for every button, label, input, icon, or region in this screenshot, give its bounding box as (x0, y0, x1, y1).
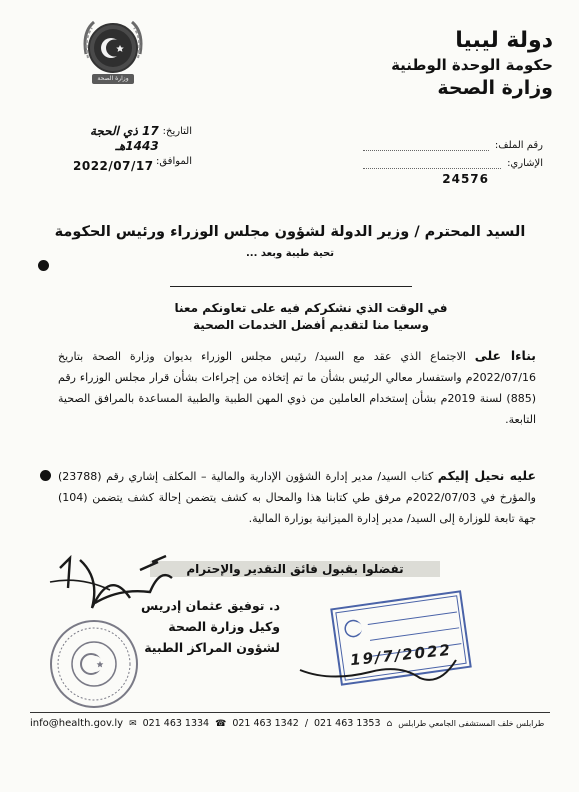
reference-label: الإشاري: (507, 157, 543, 169)
hijri-date-label: التاريخ: (162, 126, 192, 137)
phone-icon: ☎ (215, 718, 227, 729)
file-number-line (363, 140, 489, 151)
handwritten-initials (290, 620, 460, 690)
stamp-handwritten-date: 19/7/2022 (349, 640, 453, 670)
footer-email[interactable]: info@health.gov.ly (30, 718, 124, 729)
footer-phone-1: 021 463 1334 (142, 718, 210, 729)
paragraph-2-text: كتاب السيد/ مدير إدارة الشؤون الإدارية والمالية – المكلف إشاري رقم (23788) والمؤرخ في 2022/07/03م مرفق طي كتابنا هذا والمحال به كشف يتضمن إحالة كشف يتضمن (104) جهة تابعة للوزارة إلى السيد/ مدير إدارة الميزانية بوزارة المالية. (58, 470, 536, 525)
footer-address: طرابلس خلف المستشفى الجامعي طرابلس (398, 719, 545, 728)
bullet-dot (38, 260, 49, 271)
signatory-title: وكيل وزارة الصحة (168, 619, 280, 634)
hijri-date-value: 17 ذي الحجة 1443هـ (89, 124, 159, 153)
closing-line: تفضلوا بقبول فائق التقدير والإحترام (150, 561, 440, 577)
envelope-icon: ✉ (129, 718, 137, 729)
separator-line (170, 286, 412, 287)
signatory-name: د. توفيق عثمان إدريس (141, 598, 280, 613)
letterhead (383, 28, 553, 100)
file-number-label: رقم الملف: (494, 139, 543, 151)
bullet-dot (40, 470, 51, 481)
footer-divider (30, 712, 550, 713)
paragraph-1-lead: بناءا على (474, 348, 536, 363)
paragraph-1 (58, 345, 536, 430)
gregorian-date-value: 2022/07/17 (73, 159, 154, 173)
gregorian-date-label: الموافق: (155, 156, 192, 167)
paragraph-2-lead: عليه نحيل إليكم (437, 468, 536, 483)
intro-line-1: في الوقت الذي نشكركم فيه على تعاونكم معنا (174, 301, 448, 315)
official-round-stamp (48, 618, 140, 710)
reference-number: 24576 (442, 172, 489, 186)
addressee: السيد المحترم / وزير الدولة لشؤون مجلس الوزراء ورئيس الحكومة (54, 224, 526, 240)
greeting: تحية طيبة وبعد ... (246, 248, 334, 259)
footer: info@health.gov.ly ✉ 021 463 1334 ☎ 021 463 1342 / 021 463 1353 ⌂ طرابلس خلف المستشفى الجامعي طرابلس (30, 718, 545, 729)
reference-block (363, 136, 543, 172)
country-name: دولة ليبيا (455, 28, 553, 53)
footer-phone-3: 021 463 1353 (314, 718, 381, 729)
government-name: حكومة الوحدة الوطنية (391, 56, 553, 74)
location-icon: ⌂ (386, 718, 393, 729)
intro-text (141, 300, 481, 334)
emblem-caption: وزارة الصحة (97, 75, 129, 82)
intro-line-2: وسعيا منا لتقديم أفضل الخدمات الصحية (192, 318, 429, 332)
paragraph-2 (58, 465, 536, 529)
signatory-department: لشؤون المراكز الطبية (144, 640, 280, 655)
reference-line (363, 158, 501, 169)
ministry-name: وزارة الصحة (437, 77, 553, 99)
paragraph-1-text: الاجتماع الذي عقد مع السيد/ رئيس مجلس الوزراء بديوان وزارة الصحة بتاريخ 2022/07/16م واستفسار معالي الرئيس بشأن ما تم إتخاذه من إجراءات بشأن قرار مجلس الوزراء رقم (885) لسنة 2019م بشأن إستخدام العاملين من ذوي المهن الطبية والطبية المساعدة بالمرافق الصحية التابعة. (58, 350, 536, 426)
footer-phone-2: 021 463 1342 (232, 718, 299, 729)
